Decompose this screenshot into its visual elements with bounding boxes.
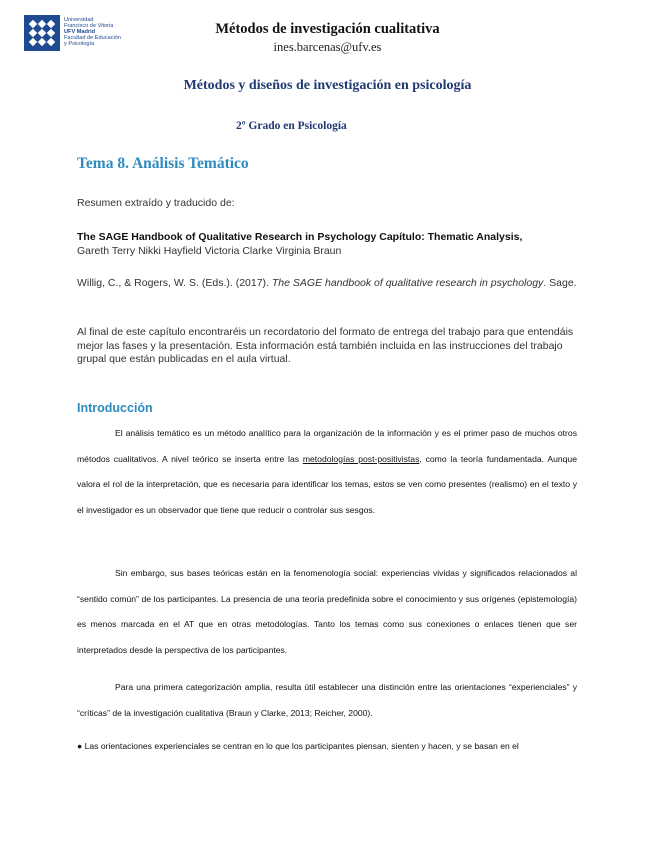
citation-authors: Willig, C., & Rogers, W. S. (Eds.). (2017). — [77, 277, 272, 289]
logo-line-5: y Psicología — [64, 41, 95, 47]
post-positivist-link[interactable]: metodologías post-positivistas — [302, 453, 420, 464]
paragraph-1 — [77, 421, 577, 523]
book-reference — [77, 231, 577, 258]
degree-label: 2º Grado en Psicología — [236, 120, 347, 132]
citation — [77, 277, 577, 291]
author-email: ines.barcenas@ufv.es — [273, 40, 382, 54]
book-authors: Gareth Terry Nikki Hayfield Victoria Clarke Virginia Braun — [77, 244, 342, 257]
paragraph-3: Para una primera categorización amplia, resulta útil establecer una distinción entre las orientaciones “experienciales” y “críticas” de la investigación cualitativa (Braun y Clarke, 2013; Reicher, 2000). — [77, 682, 577, 718]
logo-line-3: UFV Madrid — [64, 29, 96, 35]
introduction-heading: Introducción — [77, 401, 153, 415]
paragraph-2: Sin embargo, sus bases teóricas están en la fenomenología social: experiencias vividas y significados relacionados al “sentido común” de los participantes. La presencia de una teoría predefinida sobre el conocimiento y sus orígenes (epistemología) es menos marcada en el AT que en otras metodologías. Tanto los temas como sus conexiones o enlaces tienen que ser interpretados desde la perspectiva de los participantes. — [77, 568, 577, 655]
paragraph-1-text-a: El análisis temático es un método analítico para la organización de la información y es el primer paso de muchos otros métodos cualitativos. A nivel teórico se inserta entre las — [77, 428, 577, 464]
book-title: The SAGE Handbook of Qualitative Research in Psychology Capítulo: Thematic Analysis, — [77, 231, 523, 243]
logo-line-2: Francisco de Vitoria — [64, 23, 114, 29]
citation-title: The SAGE handbook of qualitative research in psychology — [271, 277, 544, 289]
logo-line-1: Universidad — [64, 17, 94, 23]
citation-publisher: . Sage. — [543, 277, 577, 289]
summary-source-label: Resumen extraído y traducido de: — [77, 197, 235, 209]
course-title: Métodos y diseños de investigación en psicología — [183, 78, 472, 93]
chapter-title: Tema 8. Análisis Temático — [77, 155, 249, 172]
document-header-title: Métodos de investigación cualitativa — [215, 21, 440, 37]
paragraph-1-text-b: , como la teoría fundamentada. Aunque valora el rol de la interpretación, que es necesaria para identificar los temas, estos se ven como presentes (realismo) en el texto y el investigador es un observador que tiene que reducir o controlar sus sesgos. — [77, 453, 577, 515]
bullet-experiential: ● Las orientaciones experienciales se centran en lo que los participantes piensan, sienten y hacen, y se basan en el — [77, 741, 519, 751]
delivery-note: Al final de este capítulo encontraréis un recordatorio del formato de entrega del trabajo para que entendáis mejor las fases y la presentación. Esta información está también incluida en las instrucciones del trabajo grupal que están publicadas en el aula virtual. — [77, 326, 574, 365]
logo-line-4: Facultad de Educación — [64, 35, 121, 41]
